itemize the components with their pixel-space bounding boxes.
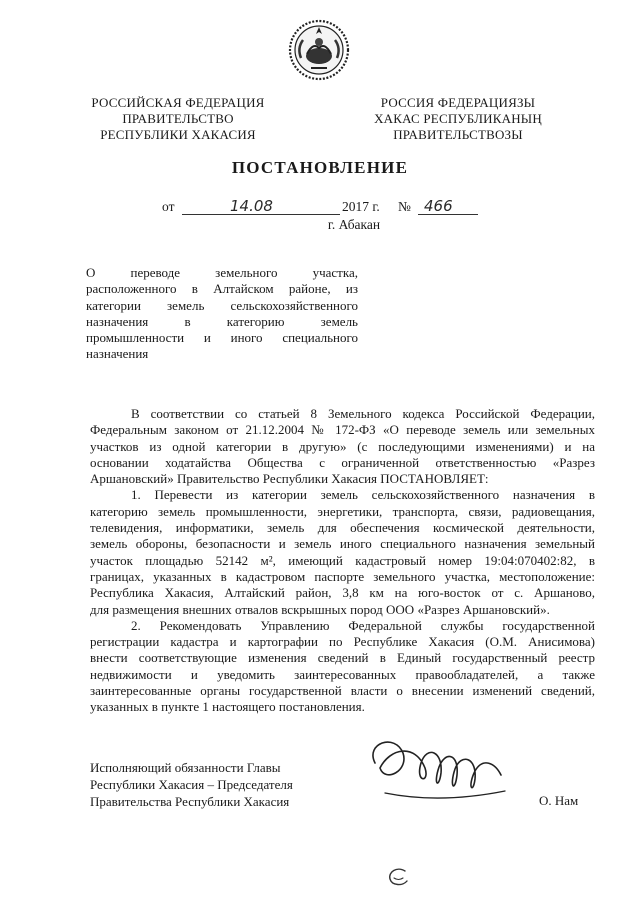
subject-line: назначения xyxy=(86,346,149,362)
signatory-position xyxy=(90,759,350,810)
body-line: категорию земель промышленности, энергетики, транспорта, связи, радиовещания, xyxy=(90,503,595,519)
coat-of-arms-icon xyxy=(287,18,351,82)
body-line: телевидения, информатики, земель для обеспечения космической деятельности, xyxy=(90,520,595,536)
date-prefix: от xyxy=(162,199,175,214)
handwritten-signature xyxy=(355,723,525,818)
signatory-line: Правительства Республики Хакасия xyxy=(90,794,290,809)
body-line: Федеральным законом от 21.12.2004 № 172-ФЗ «О переводе земель или земельных xyxy=(90,422,595,438)
body-line: для размещения внешних отвалов вскрышных пород ООО «Разрез Аршановский». xyxy=(90,601,550,617)
header-left xyxy=(78,95,278,143)
body-line: земель обороны, безопасности и земель иного специального назначения земельный xyxy=(90,536,595,552)
body-line: основании ходатайства Общества с ограниченной ответственностью «Разрез xyxy=(90,454,595,470)
handwritten-date: 14.08 xyxy=(230,197,273,215)
header-left-line: РЕСПУБЛИКИ ХАКАСИЯ xyxy=(100,127,256,142)
handwritten-mark xyxy=(385,866,411,888)
body-line: Республика Хакасия, Алтайский район, 3,8 км на юго-восток от с. Аршаново, xyxy=(90,585,595,601)
body-line: регистрации кадастра и картографии по Республике Хакасия (О.М. Анисимова) xyxy=(90,634,595,650)
date-year: 2017 г. xyxy=(342,199,380,214)
subject-line: промышленности и иного специального xyxy=(86,330,358,346)
date-number-line xyxy=(162,197,482,219)
body-text xyxy=(90,406,595,716)
body-line: внести соответствующие изменения сведений в Единый государственный реестр xyxy=(90,650,595,666)
document-title: ПОСТАНОВЛЕНИЕ xyxy=(231,158,409,177)
subject-line: назначения в категорию земель xyxy=(86,313,358,329)
body-line: недвижимости и уведомить заинтересованных правообладателей, а также xyxy=(90,666,595,682)
handwritten-number: 466 xyxy=(424,197,453,215)
header-right xyxy=(358,95,558,143)
body-line: 2. Рекомендовать Управлению Федеральной службы государственной xyxy=(131,617,595,633)
header-left-line: РОССИЙСКАЯ ФЕДЕРАЦИЯ xyxy=(91,95,265,110)
header-right-line: РОССИЯ ФЕДЕРАЦИЯЗЫ xyxy=(380,95,536,110)
body-line: участков из одной категории в другую» (с последующими изменениями) и на xyxy=(90,438,595,454)
signatory-line: Республики Хакасия – Председателя xyxy=(90,777,293,792)
body-line: 1. Перевести из категории земель сельскохозяйственного назначения в xyxy=(131,487,595,503)
body-line: участок площадью 52142 м², имеющий кадастровый номер 19:04:070402:82, в xyxy=(90,552,595,568)
city: г. Абакан xyxy=(327,217,381,232)
header-left-line: ПРАВИТЕЛЬСТВО xyxy=(122,111,234,126)
body-line: Аршановский» Правительство Республики Хакасия ПОСТАНОВЛЯЕТ: xyxy=(90,471,489,487)
subject-line: О переводе земельного участка, xyxy=(86,265,358,280)
header-right-line: ХАКАС РЕСПУБЛИКАНЫҢ xyxy=(374,111,542,126)
number-sign: № xyxy=(398,199,411,214)
subject-block xyxy=(86,265,358,363)
body-line: границах, указанных в кадастровом паспорте земельного участка, местоположение: xyxy=(90,568,595,584)
header-right-line: ПРАВИТЕЛЬСТВОЗЫ xyxy=(393,127,523,142)
body-line: В соответствии со статьей 8 Земельного кодекса Российской Федерации, xyxy=(131,406,595,421)
signatory-name: О. Нам xyxy=(539,793,579,808)
subject-line: категории земель сельскохозяйственного xyxy=(86,297,358,313)
signatory-line: Исполняющий обязанности Главы xyxy=(90,760,281,775)
body-line: указанных в пункте 1 настоящего постановления. xyxy=(90,699,365,715)
subject-line: расположенного в Алтайском районе, из xyxy=(86,281,358,297)
body-line: заинтересованные органы государственной власти о внесении изменений сведений, xyxy=(90,683,595,699)
